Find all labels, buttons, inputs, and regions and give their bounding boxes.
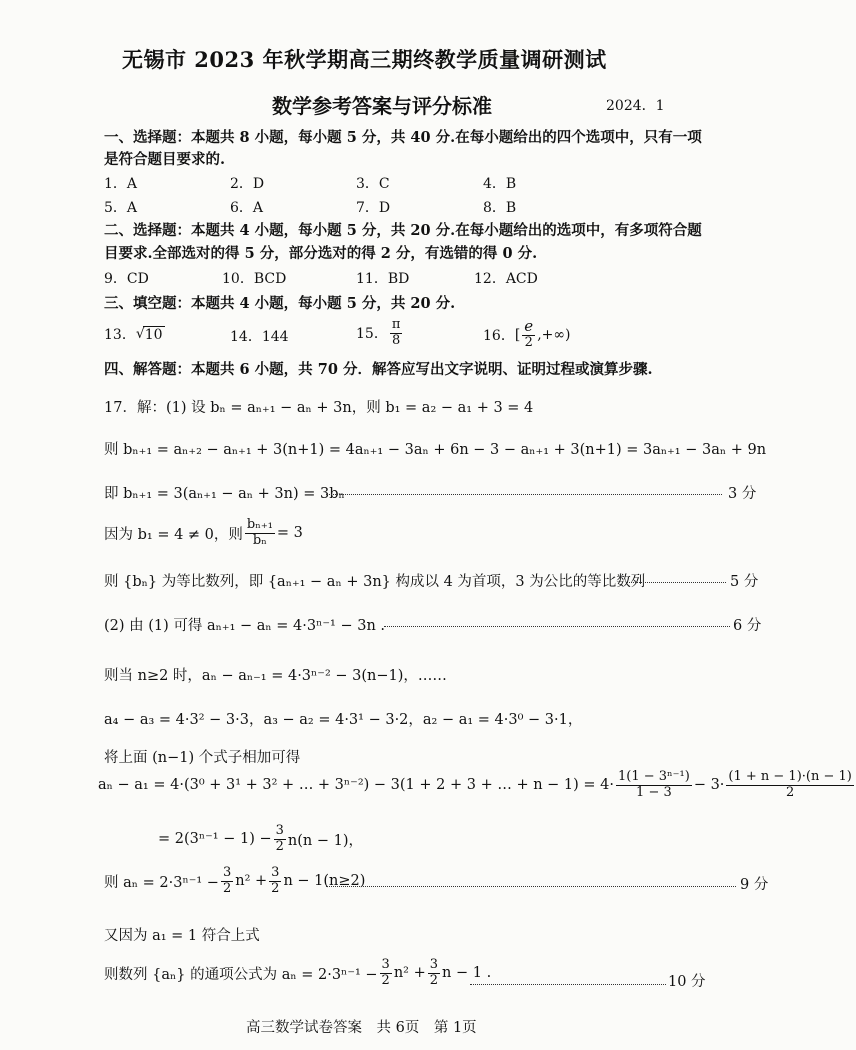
answer-6: 6．A	[230, 200, 264, 216]
answer-16	[483, 318, 571, 351]
dotted-leader	[326, 494, 722, 495]
section4-heading: 四、解答题：本题共 6 小题，共 70 分．解答应写出文字说明、证明过程或演算步骤.	[104, 361, 653, 378]
document-title: 无锡市 2023 年秋学期高三期终教学质量调研测试	[122, 47, 607, 72]
score-5: 5 分	[730, 574, 759, 590]
answer-16-prefix: [	[514, 326, 521, 343]
solution-line-14-a: 则数列 {aₙ} 的通项公式为 aₙ = 2·3ⁿ⁻¹ −	[104, 966, 378, 983]
sqrt-symbol: √	[135, 326, 145, 342]
score-10: 10 分	[668, 974, 706, 990]
answer-5: 5．A	[104, 200, 138, 216]
answer-16-numerator: e	[524, 317, 534, 335]
solution-line-9: 将上面 (n−1) 个式子相加可得	[104, 750, 301, 766]
solution-line-10-frac2-num: (1 + n − 1)·(n − 1)	[728, 769, 852, 784]
document-date: 2024．1	[606, 98, 665, 114]
answer-15-label: 15．	[356, 326, 388, 343]
section2-heading-line2: 目要求.全部选对的得 5 分，部分选对的得 2 分，有选错的得 0 分.	[104, 245, 538, 262]
solution-line-14-b: n² +	[393, 965, 426, 982]
page-footer: 高三数学试卷答案 共 6页 第 1页	[246, 1020, 477, 1036]
solution-line-10-frac1-den: 1 − 3	[636, 784, 672, 800]
solution-line-12	[104, 866, 365, 897]
solution-line-4-numerator: bₙ₊₁	[246, 517, 273, 532]
section3-heading: 三、填空题：本题共 4 小题，每小题 5 分，共 20 分.	[104, 295, 456, 312]
solution-line-14-num1: 3	[381, 957, 390, 972]
dotted-leader	[326, 886, 736, 887]
answer-2: 2．D	[230, 176, 265, 192]
solution-line-10-mid: − 3·	[693, 777, 725, 794]
answer-8: 8．B	[483, 200, 517, 216]
solution-line-1: 17．解：(1) 设 bₙ = aₙ₊₁ − aₙ + 3n，则 b₁ = a₂ − a₁ + 3 = 4	[104, 400, 534, 416]
solution-line-11	[158, 824, 363, 855]
solution-line-14-den1: 2	[381, 972, 390, 988]
answer-11: 11．BD	[356, 271, 410, 287]
answer-14: 14．144	[230, 329, 289, 345]
answer-10: 10．BCD	[222, 271, 287, 287]
score-6: 6 分	[733, 618, 762, 634]
dotted-leader	[384, 626, 730, 627]
solution-line-12-c: n − 1(n≥2)	[283, 873, 366, 890]
solution-line-14-c: n − 1 .	[442, 965, 492, 982]
answer-3: 3．C	[356, 176, 390, 192]
answer-13-label: 13．	[104, 327, 136, 343]
dotted-leader	[626, 582, 726, 583]
solution-line-10-frac1-num: 1(1 − 3ⁿ⁻¹)	[618, 769, 690, 784]
answer-16-suffix: ,+∞)	[537, 326, 571, 343]
section1-heading-line1: 一、选择题：本题共 8 小题，每小题 5 分，共 40 分.在每小题给出的四个选项中，只有一项	[104, 129, 702, 146]
section2-heading-line1: 二、选择题：本题共 4 小题，每小题 5 分，共 20 分.在每小题给出的选项中，有多项符合题	[104, 222, 702, 239]
solution-line-10-frac2-den: 2	[785, 784, 795, 800]
solution-line-4-prefix: 因为 b₁ = 4 ≠ 0，则	[104, 526, 243, 543]
solution-line-6: (2) 由 (1) 可得 aₙ₊₁ − aₙ = 4·3ⁿ⁻¹ − 3n .	[104, 618, 386, 634]
answer-15-numerator: π	[391, 317, 401, 332]
answer-7: 7．D	[356, 200, 391, 216]
solution-line-11-num: 3	[275, 823, 284, 838]
answer-12: 12．ACD	[474, 271, 538, 287]
score-3: 3 分	[728, 486, 757, 502]
answer-13-value: 10	[144, 326, 163, 343]
solution-line-14	[104, 958, 491, 989]
solution-line-12-den2: 2	[271, 880, 280, 896]
answer-15	[356, 318, 404, 349]
solution-line-12-num1: 3	[222, 865, 232, 880]
solution-line-12-b: n² +	[235, 873, 268, 890]
score-9: 9 分	[740, 877, 769, 893]
solution-line-5: 则 {bₙ} 为等比数列，即 {aₙ₊₁ − aₙ + 3n} 构成以 4 为首项，3 为公比的等比数列	[104, 574, 646, 590]
document-subtitle: 数学参考答案与评分标准	[272, 94, 492, 118]
solution-line-7: 则当 n≥2 时，aₙ − aₙ₋₁ = 4·3ⁿ⁻² − 3(n−1)，……	[104, 668, 447, 684]
solution-line-4	[104, 518, 303, 549]
solution-line-8: a₄ − a₃ = 4·3² − 3·3，a₃ − a₂ = 4·3¹ − 3·2，a₂ − a₁ = 4·3⁰ − 3·1，	[104, 712, 583, 728]
solution-line-14-num2: 3	[429, 957, 439, 972]
solution-line-14-den2: 2	[429, 972, 439, 988]
solution-line-12-den1: 2	[222, 880, 232, 896]
section1-heading-line2: 是符合题目要求的.	[104, 151, 226, 168]
answer-16-denominator: 2	[524, 335, 533, 351]
solution-line-10-lhs: aₙ − a₁ = 4·(3⁰ + 3¹ + 3² + … + 3ⁿ⁻²) − 3(1 + 2 + 3 + … + n − 1) = 4·	[98, 777, 614, 794]
solution-line-3: 即 bₙ₊₁ = 3(aₙ₊₁ − aₙ + 3n) = 3bₙ	[104, 486, 345, 502]
solution-line-12-a: 则 aₙ = 2·3ⁿ⁻¹ −	[104, 874, 219, 891]
solution-line-2: 则 bₙ₊₁ = aₙ₊₂ − aₙ₊₁ + 3(n+1) = 4aₙ₊₁ − 3aₙ + 6n − 3 − aₙ₊₁ + 3(n+1) = 3aₙ₊₁ − 3aₙ + 9n	[104, 442, 767, 458]
solution-line-4-denominator: bₙ	[252, 532, 267, 548]
answer-1: 1．A	[104, 176, 138, 192]
answer-9: 9．CD	[104, 271, 149, 287]
solution-line-11-a: = 2(3ⁿ⁻¹ − 1) −	[158, 831, 272, 848]
solution-line-10	[98, 770, 856, 801]
answer-15-denominator: 8	[391, 332, 401, 348]
solution-line-11-den: 2	[275, 838, 284, 854]
answer-13	[104, 324, 165, 344]
answer-4: 4．B	[483, 176, 517, 192]
solution-line-12-num2: 3	[271, 865, 280, 880]
solution-line-4-suffix: = 3	[276, 525, 303, 542]
dotted-leader	[470, 984, 666, 985]
solution-line-11-b: n(n − 1)，	[287, 832, 363, 849]
answer-16-label: 16．	[483, 327, 515, 344]
solution-line-13: 又因为 a₁ = 1 符合上式	[104, 928, 260, 944]
